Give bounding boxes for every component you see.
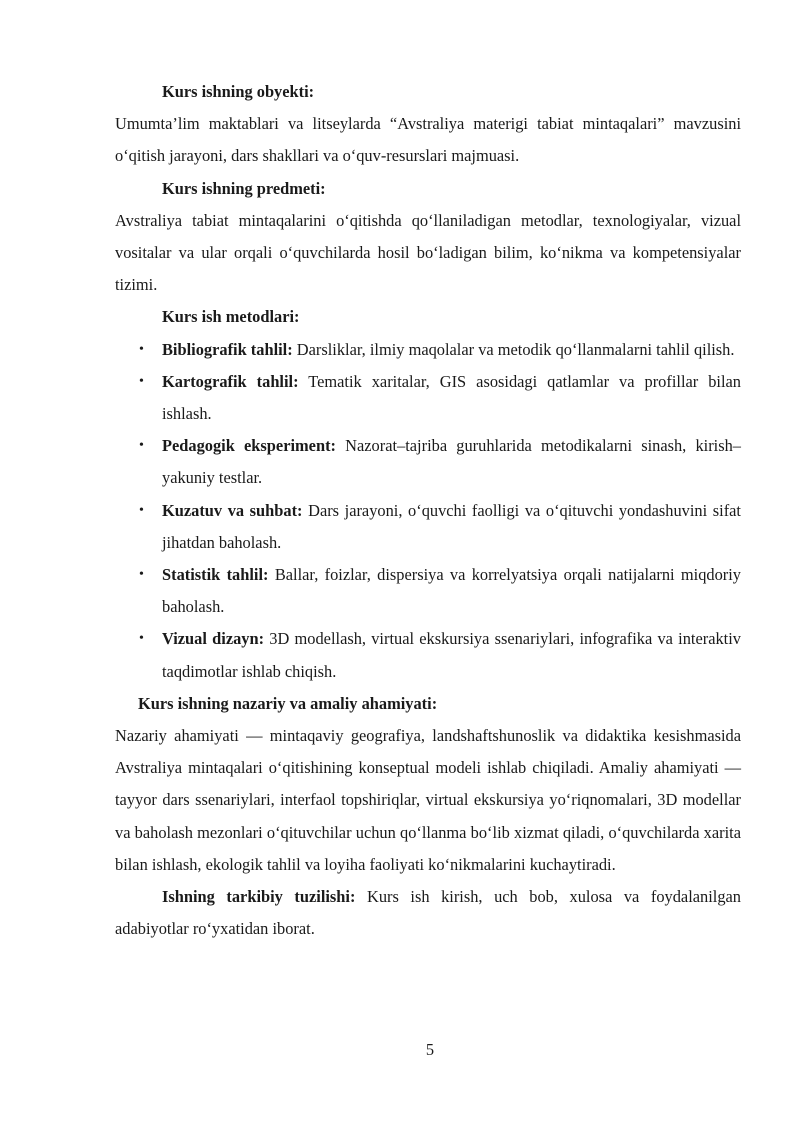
subject-text: Avstraliya tabiat mintaqalarini o‘qitishda qo‘llaniladigan metodlar, texnologiyalar, vizual vositalar va ular orqali o‘quvchilarda hosil bo‘ladigan bilim, ko‘nikma va kompetensiyalar tizimi. xyxy=(115,210,741,295)
page-number: 5 xyxy=(425,1040,435,1059)
bullet-icon: • xyxy=(139,567,144,583)
list-item xyxy=(115,623,741,687)
list-item xyxy=(115,495,741,559)
method-text: Darsliklar, ilmiy maqolalar va metodik qo‘llanmalarni tahlil qilish. xyxy=(292,339,735,359)
bullet-icon: • xyxy=(139,373,144,389)
list-item xyxy=(115,430,741,494)
significance-text: Nazariy ahamiyati — mintaqaviy geografiya, landshaftshunoslik va didaktika kesishmasida Avstraliya mintaqalari o‘qitishining konseptual modeli ishlab chiqiladi. Amaliy ahamiyati — tayyor dars ssenariylari, interfaol topshiriqlar, virtual ekskursiya yo‘riqnomalari, 3D modellar va baholash mezonlari o‘qituvchilar uchun qo‘llanma bo‘lib xizmat qiladi, o‘quvchilarda xarita bilan ishlash, ekologik tahlil va loyiha faoliyati ko‘nikmalarini kuchaytiradi. xyxy=(115,726,741,874)
method-text: Ballar, foizlar, dispersiya va korrelyatsiya orqali natijalarni miqdoriy baholash. xyxy=(162,565,741,617)
object-heading: Kurs ishning obyekti: xyxy=(162,82,315,101)
method-term: Kuzatuv va suhbat: xyxy=(162,500,303,520)
method-term: Bibliografik tahlil: xyxy=(162,339,293,359)
bullet-icon: • xyxy=(139,438,144,454)
list-item xyxy=(115,334,741,366)
method-term: Vizual dizayn: xyxy=(162,629,265,649)
subject-heading: Kurs ishning predmeti: xyxy=(162,178,326,198)
method-text: Dars jarayoni, o‘quvchi faolligi va o‘qituvchi yondashuvini sifat jihatdan baholash. xyxy=(162,500,741,552)
structure-paragraph xyxy=(115,881,741,945)
method-term: Statistik tahlil: xyxy=(162,565,269,585)
method-text: 3D modellash, virtual ekskursiya ssenariylari, infografika va interaktiv taqdimotlar ishlab chiqish. xyxy=(162,629,741,681)
page-content xyxy=(115,76,741,945)
bullet-icon: • xyxy=(139,341,144,357)
object-text: Umumta’lim maktablari va litseylarda “Avstraliya materigi tabiat mintaqalari” mavzusini o‘qitish jarayoni, dars shakllari va o‘quv-resurslari majmuasi. xyxy=(115,114,741,166)
structure-text: Kurs ish kirish, uch bob, xulosa va foydalanilgan adabiyotlar ro‘yxatidan iborat. xyxy=(115,887,741,939)
method-term: Kartografik tahlil: xyxy=(162,371,299,391)
bullet-icon: • xyxy=(139,502,144,518)
method-term: Pedagogik eksperiment: xyxy=(162,436,336,456)
bullet-icon: • xyxy=(139,631,144,647)
methods-list xyxy=(115,334,741,688)
methods-heading: Kurs ish metodlari: xyxy=(162,307,300,327)
list-item xyxy=(115,559,741,623)
method-text: Nazorat–tajriba guruhlarida metodikalarni sinash, kirish–yakuniy testlar. xyxy=(162,436,741,488)
structure-lead: Ishning tarkibiy tuzilishi: xyxy=(162,887,356,907)
significance-heading: Kurs ishning nazariy va amaliy ahamiyati: xyxy=(138,693,438,713)
method-text: Tematik xaritalar, GIS asosidagi qatlamlar va profillar bilan ishlash. xyxy=(162,371,741,424)
list-item xyxy=(115,366,741,430)
